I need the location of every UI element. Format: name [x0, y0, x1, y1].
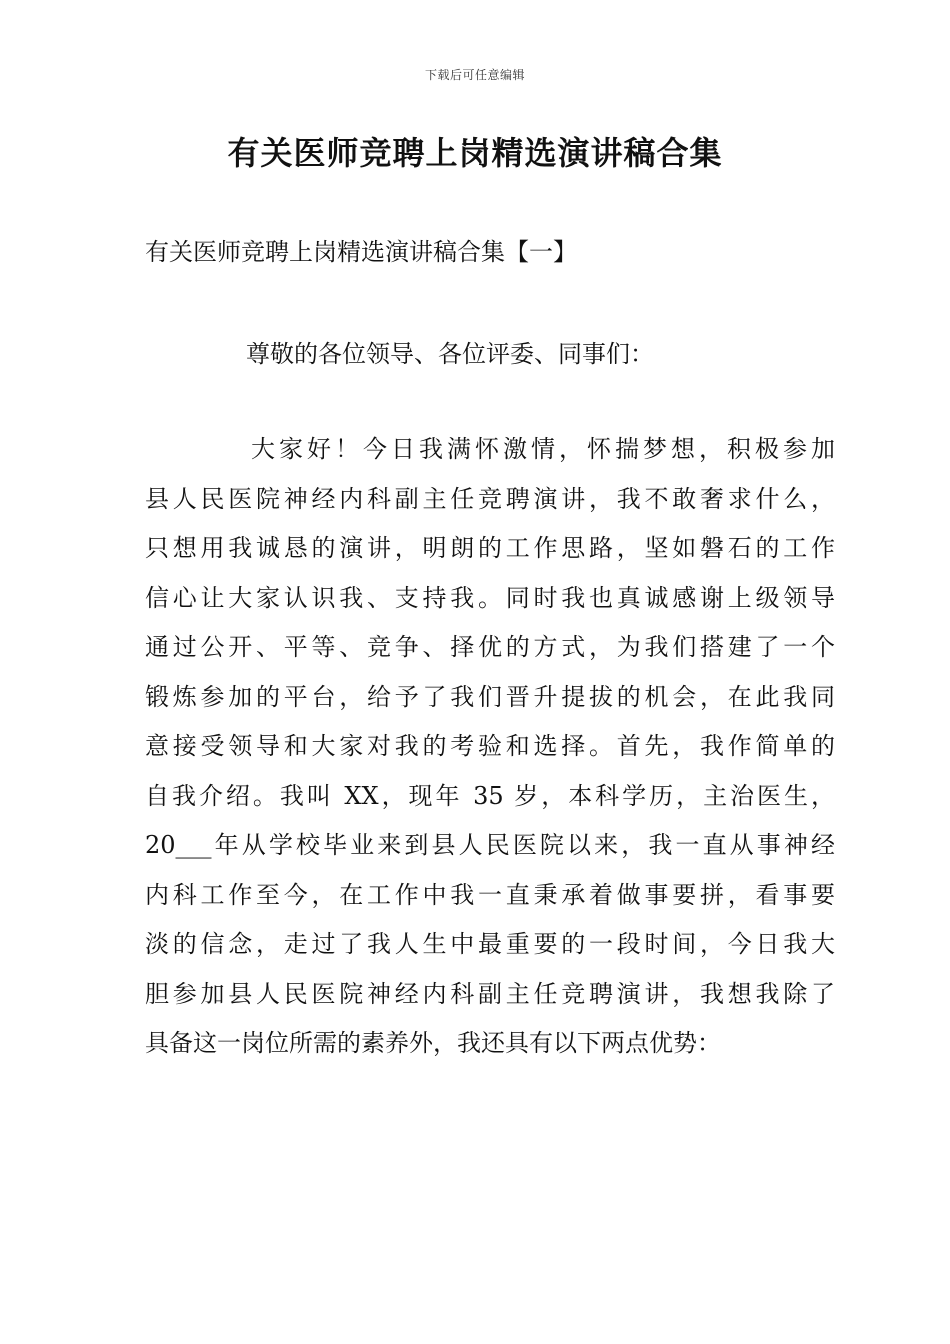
body-line: 锻炼参加的平台，给予了我们晋升提拔的机会，在此我同	[145, 682, 835, 711]
body-line: 县人民医院神经内科副主任竞聘演讲，我不敢奢求什么，	[145, 484, 835, 513]
body-line: 自我介绍。我叫 XX，现年 35 岁，本科学历，主治医生，	[145, 781, 835, 810]
body-paragraph	[145, 425, 835, 1069]
body-line: 具备这一岗位所需的素养外，我还具有以下两点优势：	[145, 1029, 721, 1057]
body-line: 信心让大家认识我、支持我。同时我也真诚感谢上级领导	[145, 583, 835, 612]
header-note: 下载后可任意编辑	[424, 68, 525, 82]
body-line: 胆参加县人民医院神经内科副主任竞聘演讲，我想我除了	[145, 979, 835, 1008]
salutation: 尊敬的各位领导、各位评委、同事们：	[246, 340, 654, 368]
body-line: 只想用我诚恳的演讲，明朗的工作思路，坚如磐石的工作	[145, 534, 835, 562]
body-line: 内科工作至今，在工作中我一直秉承着做事要拼，看事要	[145, 880, 835, 909]
body-line: 意接受领导和大家对我的考验和选择。首先，我作简单的	[145, 732, 835, 760]
section-heading: 有关医师竞聘上岗精选演讲稿合集【一】	[145, 238, 577, 266]
body-line: 通过公开、平等、竞争、择优的方式，为我们搭建了一个	[145, 633, 835, 661]
body-line: 淡的信念，走过了我人生中最重要的一段时间，今日我大	[145, 930, 835, 958]
body-line: 20___年从学校毕业来到县人民医院以来，我一直从事神经	[145, 831, 835, 859]
document-title: 有关医师竞聘上岗精选演讲稿合集	[227, 134, 723, 172]
body-line: 大家好！今日我满怀激情，怀揣梦想，积极参加	[251, 435, 835, 463]
